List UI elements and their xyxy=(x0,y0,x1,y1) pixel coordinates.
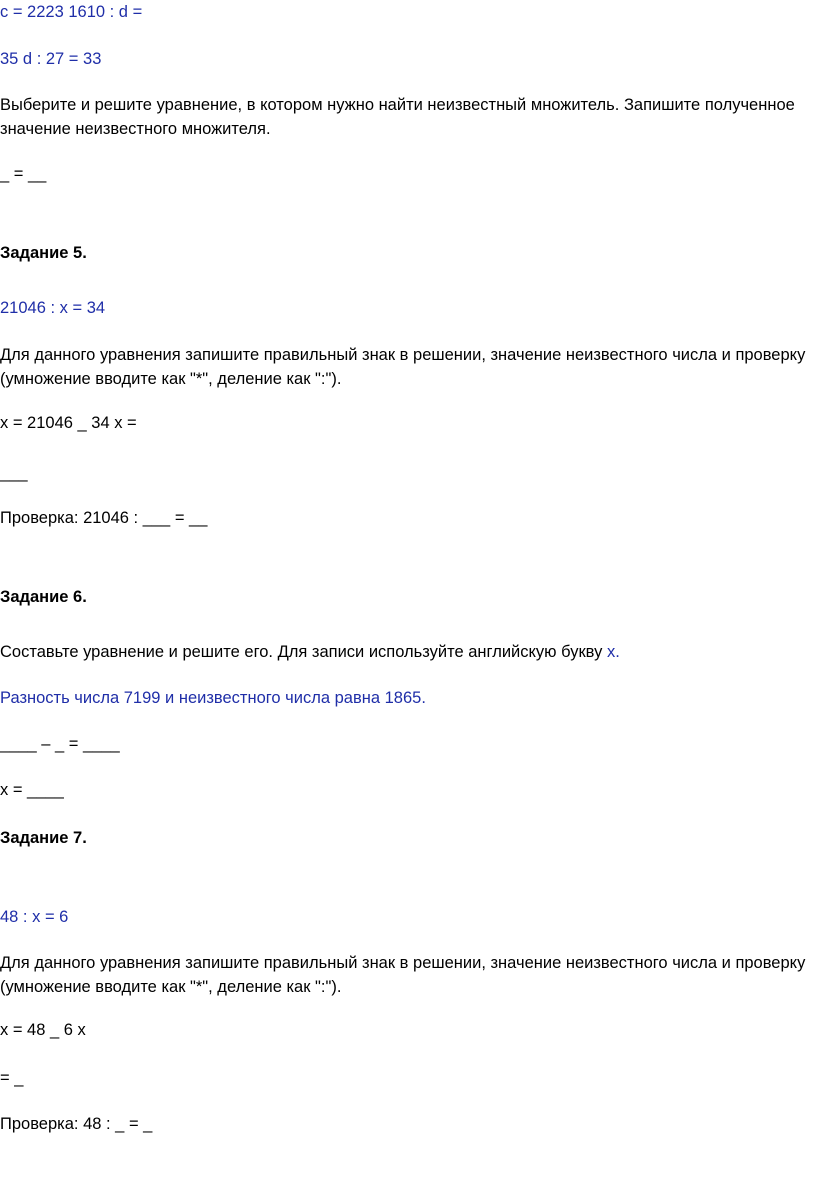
equation-line-2: 35 d : 27 = 33 xyxy=(0,50,102,68)
task6-heading: Задание 6. xyxy=(0,588,87,606)
task6-answer-line: x = ____ xyxy=(0,781,64,799)
task6-instruction xyxy=(0,640,620,664)
task7-solution-line: x = 48 _ 6 x xyxy=(0,1021,86,1039)
task7-heading: Задание 7. xyxy=(0,829,87,847)
task7-check-line: Проверка: 48 : _ = _ xyxy=(0,1115,153,1133)
task7-result-line: = _ xyxy=(0,1069,24,1087)
task5-heading: Задание 5. xyxy=(0,244,87,262)
task6-equation-line: ____ – _ = ____ xyxy=(0,735,120,753)
task6-instruction-letter: x. xyxy=(606,643,620,661)
task5-check-line: Проверка: 21046 : ___ = __ xyxy=(0,509,208,527)
task6-problem: Разность числа 7199 и неизвестного числа равна 1865. xyxy=(0,689,426,707)
equation-line-1: c = 2223 1610 : d = xyxy=(0,3,143,21)
task7-instruction: Для данного уравнения запишите правильный знак в решении, значение неизвестного числа и проверку (умножение вводите как "*", деление как ":"). xyxy=(0,954,806,996)
instruction-text: Выберите и решите уравнение, в котором нужно найти неизвестный множитель. Запишите полученное значение неизвестного множителя. xyxy=(0,96,795,138)
task6-instruction-text: Составьте уравнение и решите его. Для записи используйте английскую букву xyxy=(0,643,603,661)
task5-blank-line: ___ xyxy=(0,464,28,482)
task5-equation: 21046 : x = 34 xyxy=(0,299,106,317)
task7-equation: 48 : x = 6 xyxy=(0,908,69,926)
task5-instruction: Для данного уравнения запишите правильный знак в решении, значение неизвестного числа и проверку (умножение вводите как "*", деление как ":"). xyxy=(0,346,806,388)
answer-line: _ = __ xyxy=(0,165,47,183)
task5-solution-line: x = 21046 _ 34 x = xyxy=(0,414,137,432)
